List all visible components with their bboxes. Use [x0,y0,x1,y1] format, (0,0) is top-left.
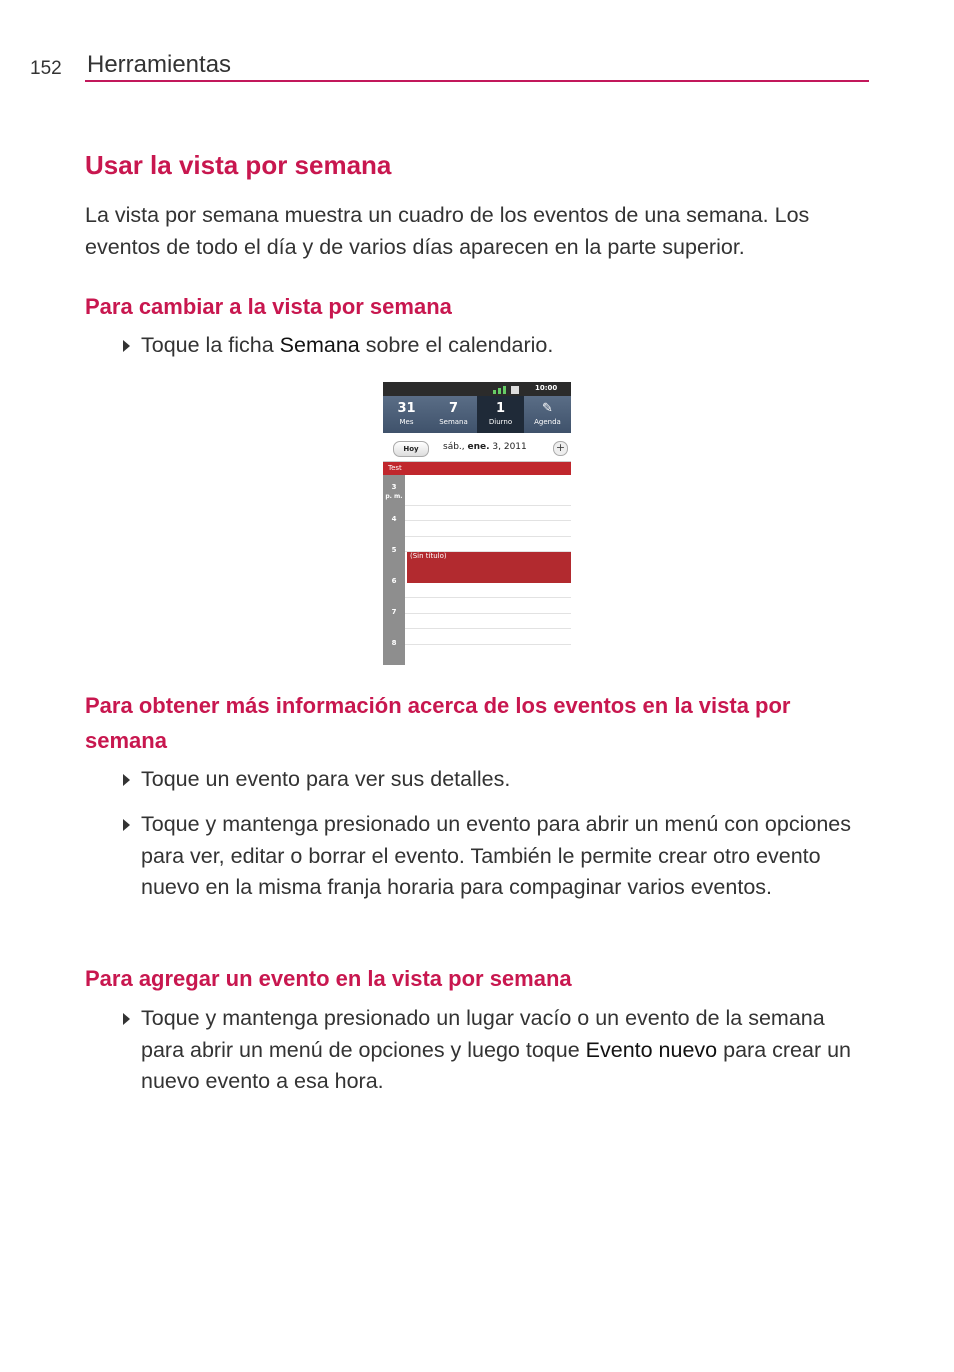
date-month: ene. [467,442,490,452]
tab-label: Mes [399,418,414,426]
tab-mes[interactable] [383,396,430,433]
hour-label: 8 [391,639,397,647]
bullet-text: sobre el calendario. [359,333,554,357]
grid-line [405,536,571,537]
calendar-week-icon: 7 [448,401,459,416]
bold-term: Evento nuevo [585,1037,718,1062]
all-day-event[interactable] [383,462,571,475]
calendar-day-icon: 1 [495,401,506,416]
hour-label: 3 [391,483,397,491]
tab-label: Semana [439,418,468,426]
tab-label: Diurno [488,418,513,426]
bullet-change-view [141,330,871,362]
hour-label: 4 [391,515,397,523]
status-time: 10:00 [535,384,558,392]
intro-paragraph: La vista por semana muestra un cuadro de los eventos de una semana. Los eventos de todo el día y de varios días aparecen en la parte superior. [85,203,810,259]
signal-icon [493,385,523,394]
heading-add-event: Para agregar un evento en la vista por semana [85,966,572,991]
page-title: Usar la vista por semana [85,150,392,180]
page-number: 152 [30,58,62,79]
heading-change-view: Para cambiar a la vista por semana [85,294,452,319]
calendar-event[interactable] [407,552,571,583]
grid-line [405,613,571,614]
hour-column [383,475,405,665]
grid-line [405,597,571,598]
date-text: 3, 2011 [489,442,527,452]
view-tabs [383,396,571,433]
calendar-month-icon: 31 [397,401,416,416]
bullet-long-press: Toque y mantenga presionado un evento para abrir un menú con opciones para ver, editar o borrar el evento. También le permite crear otro evento nuevo en la misma franja horaria para compaginar varios eventos. [141,809,871,904]
hour-label: 5 [391,546,397,554]
status-bar [383,382,571,396]
event-title: (Sin título) [410,552,447,560]
event-title: Test [388,464,402,472]
section-name: Herramientas [87,51,232,78]
current-date [443,442,527,452]
phone-screenshot [383,382,571,665]
add-event-button[interactable]: + [553,441,568,456]
bullet-text: para crear un nuevo evento a esa hora. [141,1037,851,1093]
bullet-text: Toque la ficha [141,333,280,357]
today-button[interactable]: Hoy [393,441,429,457]
hour-label: 7 [391,608,397,616]
hour-label: p. m. [385,493,403,500]
tab-agenda[interactable] [524,396,571,433]
tab-semana[interactable] [430,396,477,433]
grid-line [405,505,571,506]
hour-label: 6 [391,577,397,585]
date-bar [383,433,571,462]
tab-diurno[interactable] [477,396,524,433]
tab-label: Agenda [534,418,561,426]
bullet-add-event [141,1003,871,1098]
grid-line [405,628,571,629]
bullet-view-details: Toque un evento para ver sus detalles. [141,764,871,796]
bullet-text: Toque y mantenga presionado un lugar vacío o un evento de la semana para abrir un menú de opciones y luego toque [141,1006,825,1062]
date-text: sáb., [443,442,468,452]
bold-term: Semana [279,333,360,357]
grid-line [405,520,571,521]
header-rule [85,80,869,82]
agenda-icon: ✎ [542,401,553,416]
heading-more-info: Para obtener más información acerca de los eventos en la vista por semana [85,693,791,753]
grid-line [405,644,571,645]
